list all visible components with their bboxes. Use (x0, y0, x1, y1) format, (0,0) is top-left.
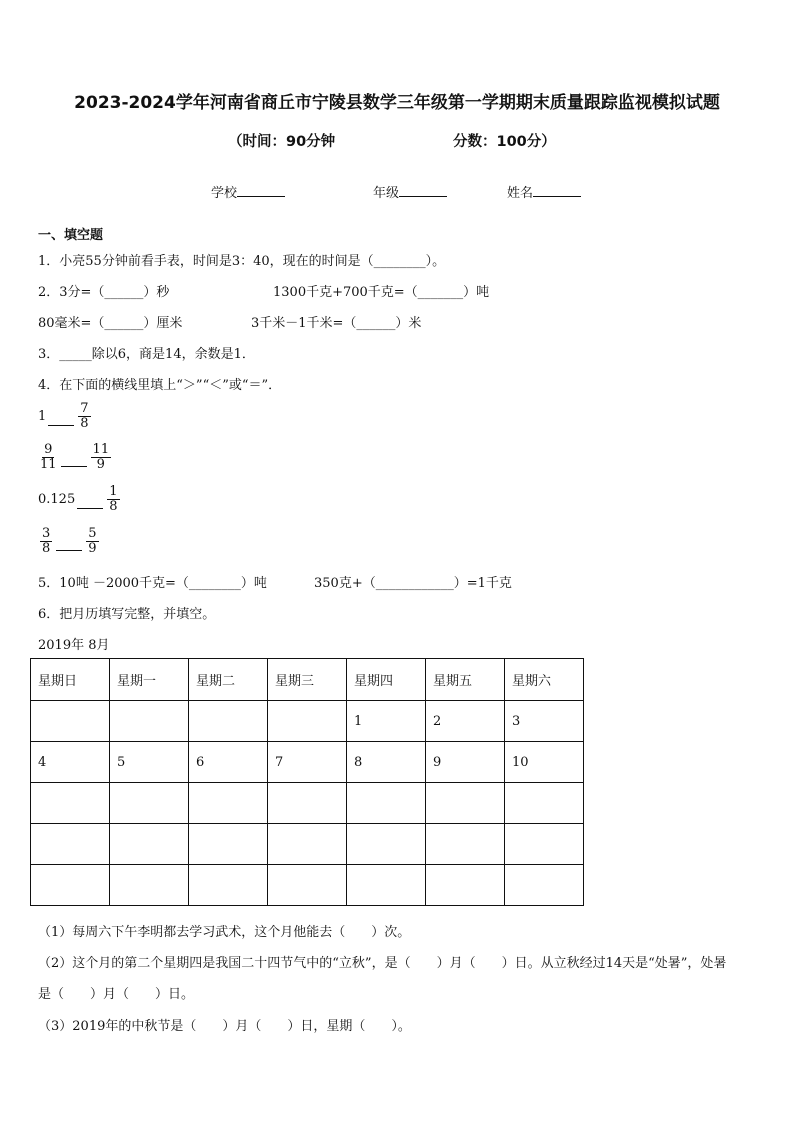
calendar-header-row (31, 659, 584, 701)
calendar-cell[interactable] (189, 865, 268, 906)
question-2a: 2．3分=（______）秒 (38, 285, 170, 300)
exam-title: 2023-2024学年河南省商丘市宁陵县数学三年级第一学期期末质量跟踪监视模拟试题 (74, 93, 720, 113)
calendar-cell[interactable] (268, 865, 347, 906)
calendar-cell[interactable] (31, 865, 110, 906)
question-4: 4．在下面的横线里填上“＞”“＜”或“＝”． (38, 378, 282, 393)
compare-blank[interactable] (77, 507, 103, 509)
calendar-cell: 10 (505, 742, 584, 783)
question-6: 6．把月历填写完整，并填空。 (38, 607, 216, 622)
calendar-cell[interactable] (426, 865, 505, 906)
calendar-cell[interactable] (426, 783, 505, 824)
school-blank[interactable] (237, 184, 285, 197)
compare-left: 0.125 (38, 492, 76, 507)
calendar-row (31, 783, 584, 824)
compare-blank[interactable] (56, 549, 82, 551)
calendar-cell[interactable] (268, 701, 347, 742)
calendar-cell[interactable] (505, 865, 584, 906)
calendar-row (31, 701, 584, 742)
calendar-table (30, 658, 584, 906)
compare-blank[interactable] (61, 465, 87, 467)
calendar-cell: 2 (426, 701, 505, 742)
compare-item-3 (38, 485, 122, 514)
calendar-cell[interactable] (347, 865, 426, 906)
question-2c: 80毫米=（______）厘米 (38, 316, 183, 331)
question-3: 3．_____除以6，商是14，余数是1． (38, 347, 255, 362)
calendar-cell[interactable] (110, 701, 189, 742)
sub-question-2a: （2）这个月的第二个星期四是我国二十四节气中的“立秋”，是（ ）月（ ）日。从立秋经过14天是“处暑”，处暑 (38, 956, 727, 971)
calendar-row (31, 824, 584, 865)
calendar-header: 星期二 (189, 659, 268, 701)
calendar-cell: 8 (347, 742, 426, 783)
exam-time: （时间：90分钟 (228, 134, 336, 150)
school-field[interactable] (211, 182, 285, 201)
calendar-cell[interactable] (505, 783, 584, 824)
calendar-cell: 5 (110, 742, 189, 783)
fraction: $\frac{1}{8}$ (109, 484, 118, 514)
grade-label: 年级 (373, 186, 400, 201)
fraction: $\frac{3}{8}$ (42, 526, 51, 556)
question-2d: 3千米－1千米=（______）米 (251, 316, 422, 331)
question-2b: 1300千克+700千克=（_______）吨 (273, 285, 490, 300)
name-blank[interactable] (533, 184, 581, 197)
calendar-cell[interactable] (110, 824, 189, 865)
section-heading: 一、填空题 (38, 228, 104, 243)
exam-score: 分数：100分） (453, 134, 556, 150)
calendar-cell[interactable] (268, 824, 347, 865)
calendar-cell: 9 (426, 742, 505, 783)
calendar-cell[interactable] (189, 824, 268, 865)
compare-blank[interactable] (48, 424, 74, 426)
calendar-header: 星期五 (426, 659, 505, 701)
calendar-header: 星期四 (347, 659, 426, 701)
compare-item-2 (38, 443, 113, 472)
calendar-cell: 7 (268, 742, 347, 783)
calendar-header: 星期三 (268, 659, 347, 701)
fraction: $\frac{7}{8}$ (80, 401, 89, 431)
compare-left: 1 (38, 409, 47, 424)
calendar-cell[interactable] (347, 783, 426, 824)
calendar-header: 星期一 (110, 659, 189, 701)
name-label: 姓名 (507, 186, 534, 201)
calendar-cell[interactable] (110, 865, 189, 906)
sub-question-2b: 是（ ）月（ ）日。 (38, 987, 195, 1002)
calendar-cell[interactable] (426, 824, 505, 865)
calendar-cell: 6 (189, 742, 268, 783)
calendar-header: 星期日 (31, 659, 110, 701)
calendar-cell[interactable] (31, 701, 110, 742)
calendar-cell[interactable] (110, 783, 189, 824)
question-5b: 350克+（____________）=1千克 (314, 576, 512, 591)
calendar-row (31, 742, 584, 783)
calendar-header: 星期六 (505, 659, 584, 701)
school-label: 学校 (211, 186, 238, 201)
calendar-cell[interactable] (31, 783, 110, 824)
fraction: $\frac{5}{9}$ (88, 526, 97, 556)
sub-question-3: （3）2019年的中秋节是（ ）月（ ）日，星期（ ）。 (38, 1019, 411, 1034)
calendar-cell: 1 (347, 701, 426, 742)
calendar-cell: 3 (505, 701, 584, 742)
question-1: 1．小亮55分钟前看手表，时间是3：40，现在的时间是（________）。 (38, 254, 446, 269)
calendar-title: 2019年 8月 (38, 638, 110, 653)
sub-question-1: （1）每周六下午李明都去学习武术，这个月他能去（ ）次。 (38, 925, 411, 940)
compare-item-4 (38, 527, 101, 556)
calendar-cell[interactable] (31, 824, 110, 865)
calendar-cell[interactable] (347, 824, 426, 865)
grade-field[interactable] (373, 182, 447, 201)
calendar-cell[interactable] (505, 824, 584, 865)
compare-item-1 (38, 402, 93, 431)
fraction: $\frac{11}{9}$ (92, 442, 110, 472)
calendar-row (31, 865, 584, 906)
calendar-cell: 4 (31, 742, 110, 783)
grade-blank[interactable] (399, 184, 447, 197)
name-field[interactable] (507, 182, 581, 201)
calendar-cell[interactable] (268, 783, 347, 824)
question-5a: 5．10吨 －2000千克=（________）吨 (38, 576, 267, 591)
fraction: $\frac{9}{11}$ (40, 442, 57, 472)
calendar-cell[interactable] (189, 701, 268, 742)
calendar-cell[interactable] (189, 783, 268, 824)
